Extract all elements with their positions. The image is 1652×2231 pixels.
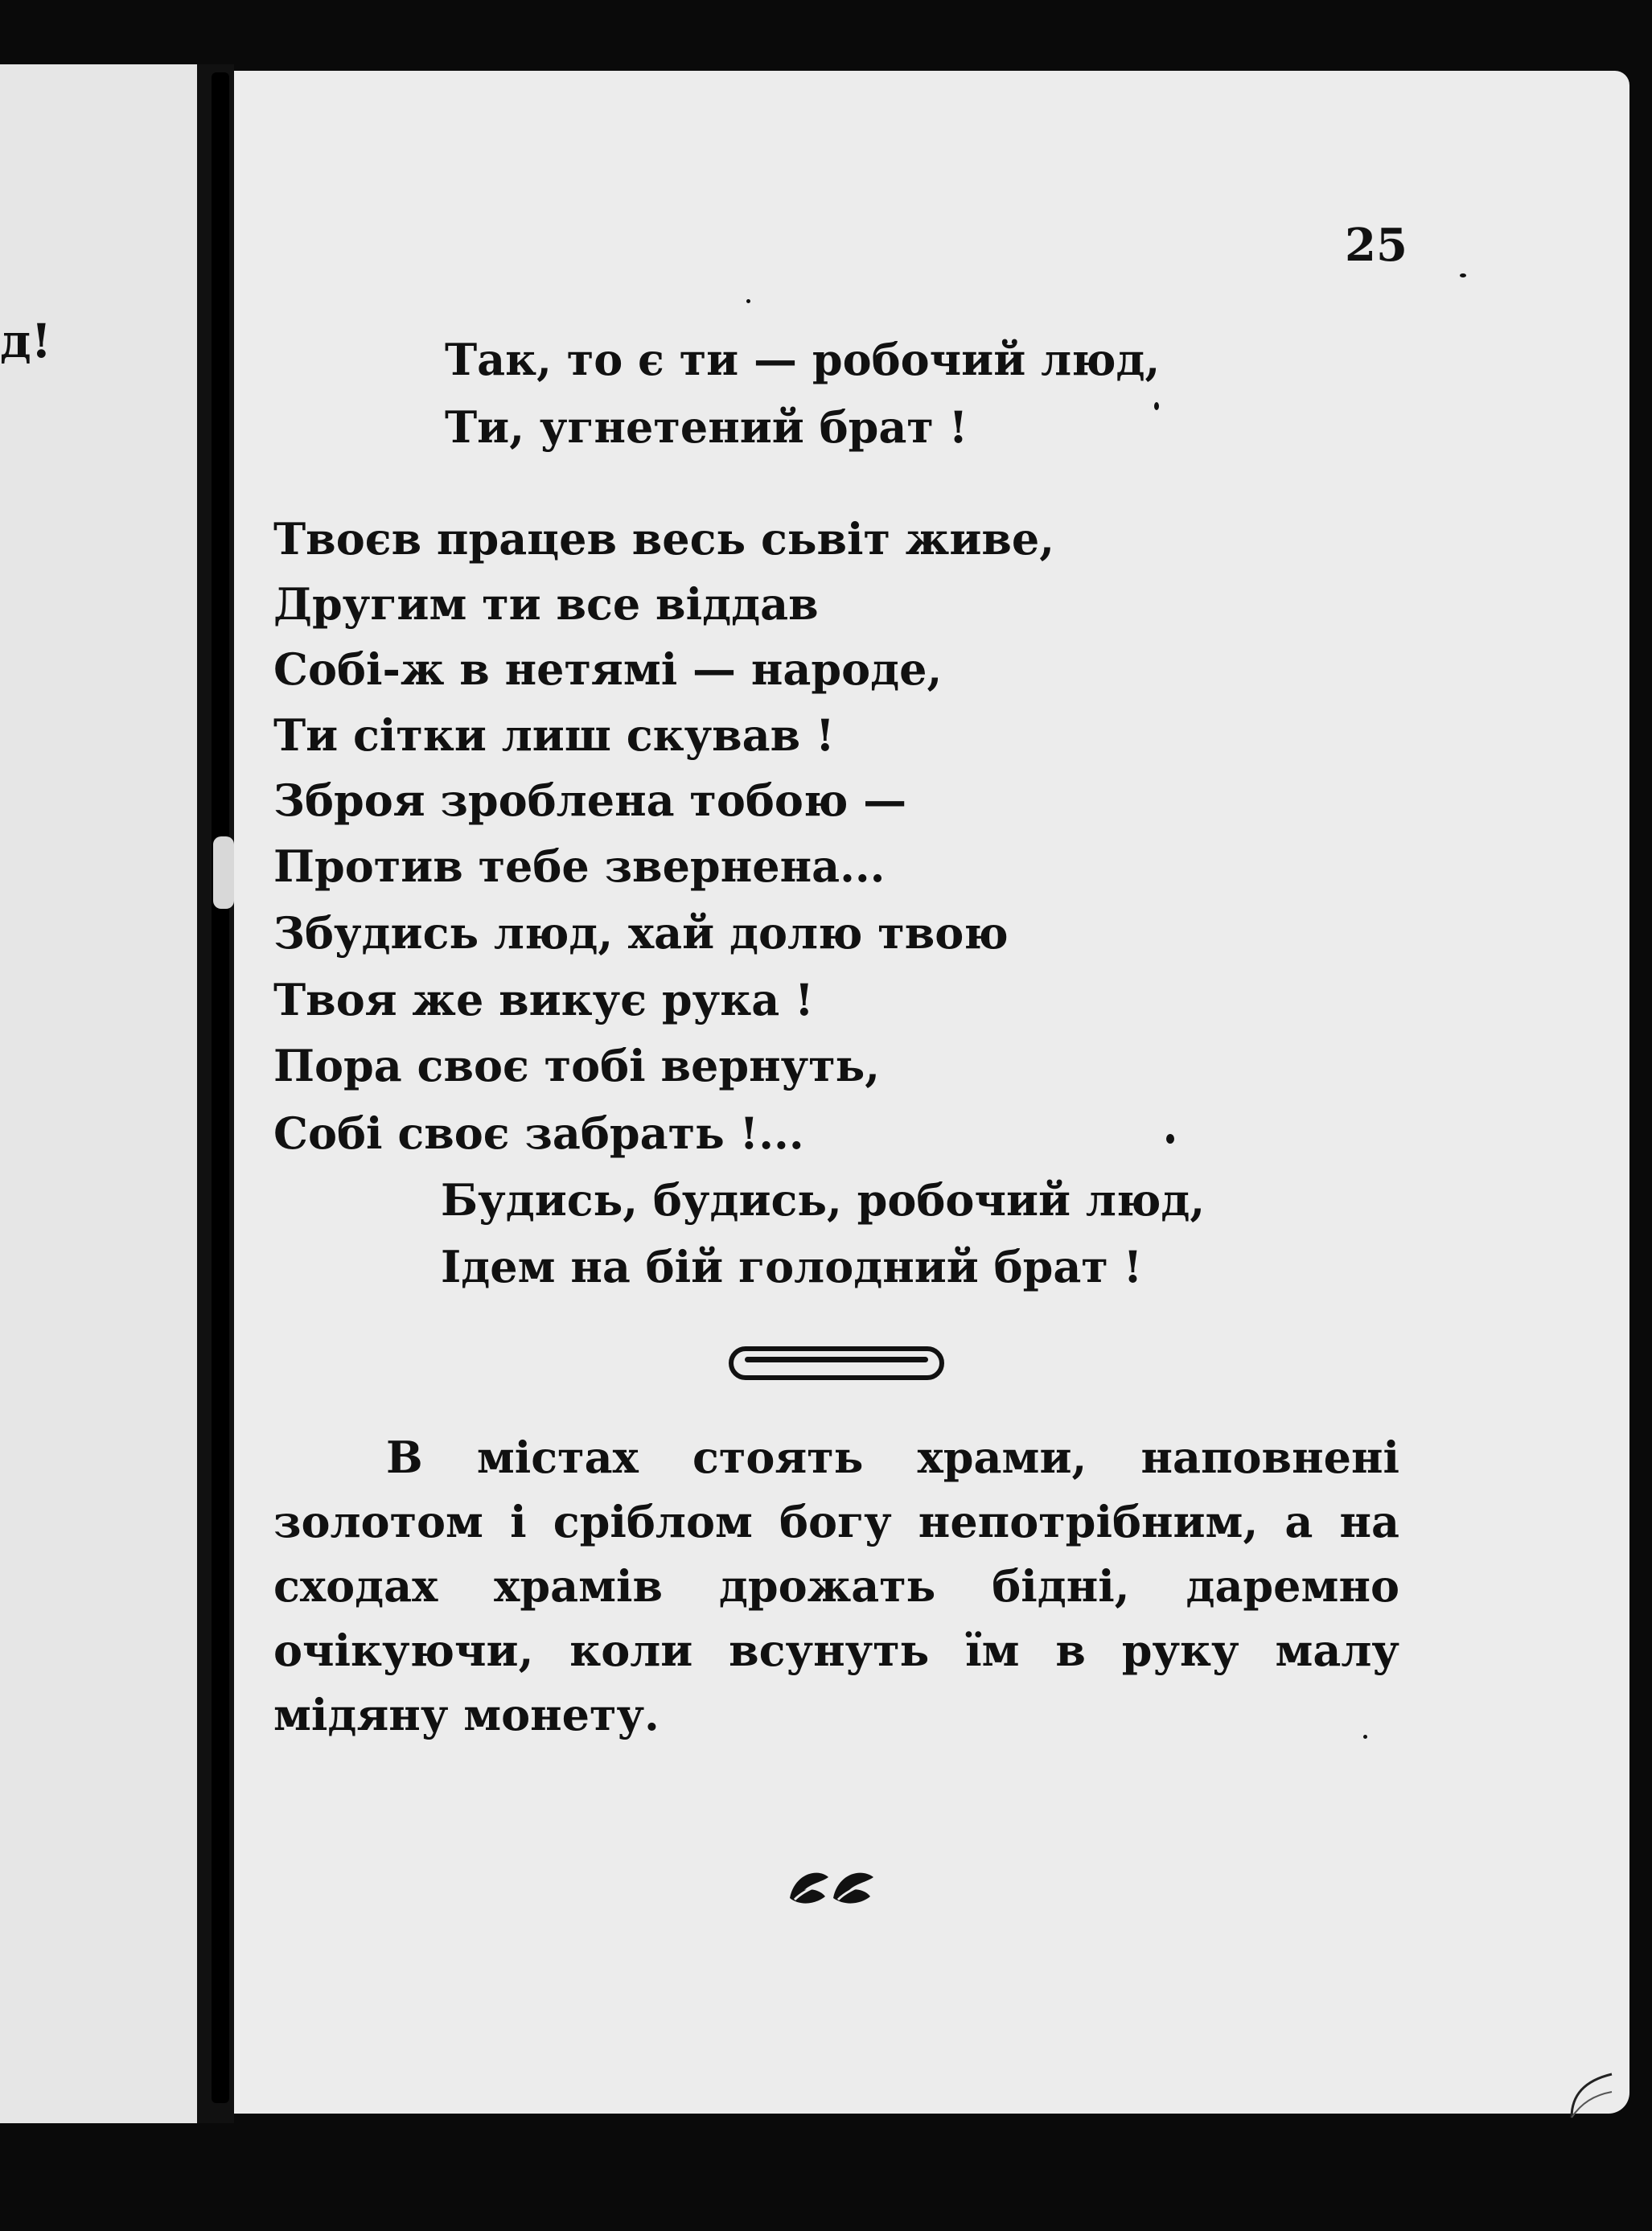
poem-verse-line: Пора своє тобі вернуть,: [273, 1040, 881, 1091]
scan-speck: [1460, 273, 1466, 277]
page-number: 25: [1345, 219, 1407, 272]
poem-chorus-line: Ти, угнетений брат !: [445, 401, 968, 453]
poem-verse-line: Другим ти все віддав: [273, 578, 819, 630]
prose-paragraph: В містах стоять храми, наповнені золотом і сріблом богу непотрібним, а на сходах храмів дрожать бідні, даремно очікуючи, коли всунуть їм в руку малу мідяну монету.: [273, 1432, 1399, 1740]
poem-verse-line: Зброя зроблена тобою —: [273, 774, 907, 826]
scan-speck: [1154, 402, 1159, 410]
left-page: [0, 64, 197, 2123]
poem-verse-line: Ти сітки лиш скував !: [273, 709, 835, 761]
poem-verse-line: Против тебе звернена...: [273, 840, 886, 892]
poem-chorus-line: Так, то є ти — робочий люд,: [445, 334, 1161, 385]
leaf-ornament-icon: [787, 1863, 877, 1911]
poem-verse-line: Твоєв працев весь сьвіт живе,: [273, 513, 1055, 565]
poem-verse-line: Собі своє забрать !...: [273, 1107, 804, 1159]
scan-speck: [1166, 1134, 1174, 1144]
poem-chorus-line: Ідем на бій голодний брат !: [441, 1241, 1143, 1292]
scan-speck: [1363, 1735, 1367, 1739]
page-corner-curl: [1567, 2071, 1615, 2119]
binding-edge: [212, 72, 229, 2103]
double-rule-divider: [729, 1346, 944, 1380]
scan-speck: [213, 836, 234, 909]
poem-verse-line: Твоя же викує рука !: [273, 974, 814, 1025]
poem-verse-line: Собі-ж в нетямі — народе,: [273, 643, 943, 695]
poem-chorus-line: Будись, будись, робочий люд,: [441, 1174, 1206, 1226]
left-page-text-fragment: д!: [0, 314, 52, 368]
poem-verse-line: Збудись люд, хай долю твою: [273, 907, 1009, 959]
scan-speck: [746, 299, 750, 303]
